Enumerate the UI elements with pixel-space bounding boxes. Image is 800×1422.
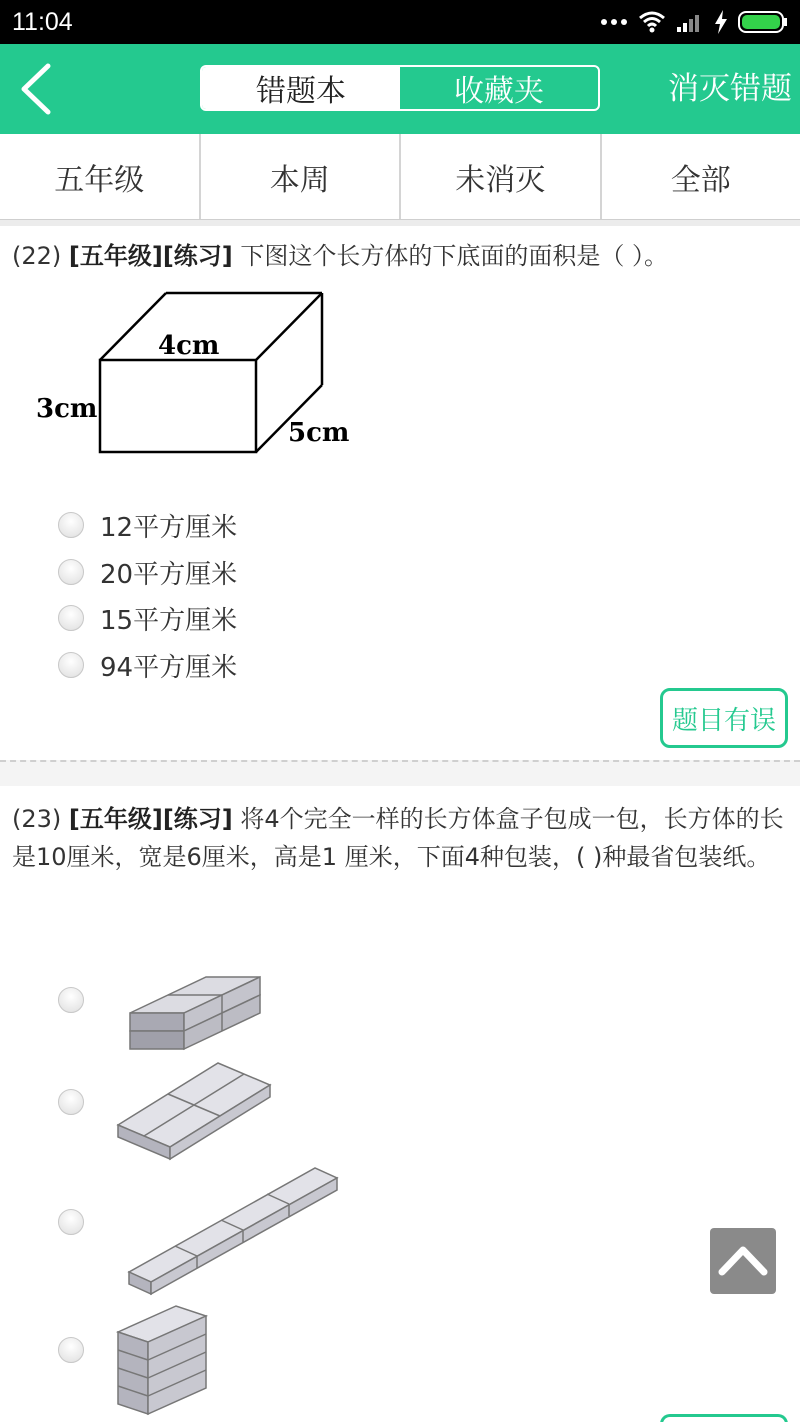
tab-favorites[interactable]: 收藏夹 xyxy=(454,74,544,109)
radio-button[interactable] xyxy=(58,559,84,585)
cuboid-figure xyxy=(30,285,370,465)
status-bar xyxy=(0,0,800,44)
question-number: (22) xyxy=(12,242,62,270)
question-23-text xyxy=(12,800,792,876)
question-body: 将4个完全一样的长方体盒子包成一包，长方体的长是10厘米，宽是6厘米，高是1 厘米，下面4种包装，( )种最省包装纸。 xyxy=(12,805,784,871)
option-label: 15平方厘米 xyxy=(100,605,238,636)
filter-scope[interactable]: 全部 xyxy=(670,162,731,198)
segmented-tabs xyxy=(200,65,600,111)
question-tag: [五年级][练习] xyxy=(68,242,233,270)
signal-icon xyxy=(676,11,704,33)
q22-option[interactable] xyxy=(58,645,237,685)
radio-button[interactable] xyxy=(58,1089,84,1115)
q22-option[interactable] xyxy=(58,552,237,592)
radio-button[interactable] xyxy=(58,652,84,678)
arrow-up-icon xyxy=(710,1228,776,1294)
question-22-text xyxy=(12,237,792,275)
4-high-stack-icon xyxy=(110,1302,220,1422)
tab-wrong-questions[interactable]: 错题本 xyxy=(202,67,400,109)
question-body: 下图这个长方体的下底面的面积是（ ）。 xyxy=(232,242,669,270)
radio-button[interactable] xyxy=(58,1209,84,1235)
wifi-icon xyxy=(638,11,666,33)
eliminate-errors-button[interactable]: 消灭错题 xyxy=(668,71,792,107)
figure-label-top: 4cm xyxy=(158,331,220,361)
next-report-button-edge xyxy=(660,1414,788,1422)
figure-label-left: 3cm xyxy=(36,394,98,424)
q22-option[interactable] xyxy=(58,505,237,545)
back-to-top-button[interactable] xyxy=(710,1228,776,1294)
radio-button[interactable] xyxy=(58,512,84,538)
q23-option[interactable] xyxy=(58,1330,84,1370)
filter-bar xyxy=(0,134,800,220)
2x2-stack-icon xyxy=(110,955,280,1065)
q23-option[interactable] xyxy=(58,980,84,1020)
q23-option[interactable] xyxy=(58,1202,84,1242)
question-tag: [五年级][练习] xyxy=(68,805,233,833)
filter-status[interactable]: 未消灭 xyxy=(401,134,602,219)
app-header xyxy=(0,44,800,134)
4-in-row-icon xyxy=(115,1160,355,1300)
figure-label-right: 5cm xyxy=(288,418,350,448)
report-error-button[interactable]: 题目有误 xyxy=(660,688,788,748)
radio-button[interactable] xyxy=(58,1337,84,1363)
radio-button[interactable] xyxy=(58,987,84,1013)
option-label: 12平方厘米 xyxy=(100,512,238,543)
2x2-flat-icon xyxy=(110,1055,280,1165)
option-label: 94平方厘米 xyxy=(100,652,238,683)
filter-period[interactable]: 本周 xyxy=(201,134,402,219)
more-dots-icon xyxy=(600,17,628,27)
battery-icon xyxy=(738,10,788,34)
charging-bolt-icon xyxy=(714,10,728,34)
radio-button[interactable] xyxy=(58,605,84,631)
q22-option[interactable] xyxy=(58,598,237,638)
filter-shadow xyxy=(0,220,800,226)
filter-grade[interactable]: 五年级 xyxy=(0,134,201,219)
question-divider xyxy=(0,760,800,786)
q23-option[interactable] xyxy=(58,1082,84,1122)
option-label: 20平方厘米 xyxy=(100,559,238,590)
status-time: 11:04 xyxy=(12,8,73,36)
question-number: (23) xyxy=(12,805,62,833)
status-icons xyxy=(600,6,788,38)
back-arrow-icon[interactable] xyxy=(12,58,72,120)
